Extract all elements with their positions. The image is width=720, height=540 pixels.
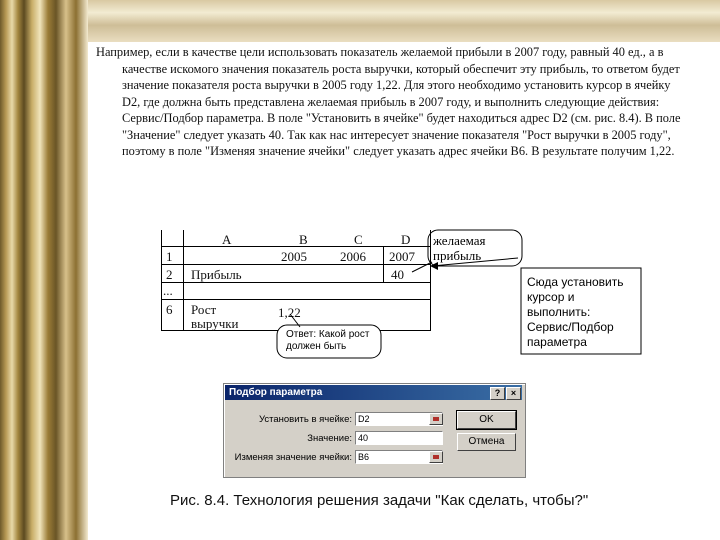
changing-cell-input[interactable]: B6	[355, 450, 443, 464]
column-header-a: A	[222, 232, 232, 247]
figure-caption: Рис. 8.4. Технология решения задачи "Как сделать, чтобы?"	[170, 492, 589, 509]
callout-pointer	[412, 262, 432, 272]
set-cell-label: Установить в ячейке:	[258, 414, 352, 425]
column-header-b: B	[299, 232, 308, 247]
cell-c1: 2006	[340, 249, 366, 264]
row-number: ...	[163, 283, 173, 298]
range-picker-icon[interactable]	[429, 413, 443, 425]
column-header-c: C	[354, 232, 363, 247]
dialog-title-bar	[225, 385, 522, 400]
row-number: 6	[166, 302, 173, 317]
value-input[interactable]: 40	[355, 431, 443, 445]
cell-a6-line1: Рост	[191, 302, 217, 317]
cell-b6: 1,22	[278, 305, 301, 320]
goal-seek-dialog	[223, 383, 526, 478]
value-label: Значение:	[307, 433, 352, 444]
row-number: 1	[166, 249, 173, 264]
cell-d1: 2007	[389, 249, 415, 264]
callout-set-cursor: Сюда установить курсор и выполнить: Сервис/Подбор параметра	[527, 275, 624, 349]
changing-cell-label: Изменяя значение ячейки:	[234, 452, 352, 463]
row-number: 2	[166, 267, 173, 282]
help-button[interactable]: ?	[490, 387, 505, 400]
dialog-title: Подбор параметра	[229, 387, 323, 398]
set-cell-input[interactable]: D2	[355, 412, 443, 426]
ok-button[interactable]: OK	[457, 411, 516, 429]
close-button[interactable]: ×	[506, 387, 521, 400]
cell-a2: Прибыль	[191, 267, 242, 282]
cancel-button[interactable]: Отмена	[457, 433, 516, 451]
callout-desired-profit: желаемая прибыль	[433, 233, 486, 263]
cell-a6-line2: выручки	[191, 316, 239, 331]
cell-d2: 40	[391, 267, 404, 282]
range-picker-icon[interactable]	[429, 451, 443, 463]
paragraph-text: Например, если в качестве цели использовать показатель желаемой прибыли в 2007 году, равный 40 ед., а в качестве искомого значения показатель роста выручки, который обеспечит эту прибыль, то ответом будет значение показателя роста выручки в 2005 году 1,22. Для этого необходимо установить курсор в ячейку D2, где должна быть представлена желаемая прибыль в 2007 году, и выполнить следующие действия: Сервис/Подбор параметра. В поле "Установить в ячейке" будет находиться адрес D2 (см. рис. 8.4). В поле "Значение" следует указать 40. Так как нас интересует значение показателя "Рост выручки в 2005 году", поэтому в поле "Изменяя значение ячейки" следует указать адрес ячейки B6. В результате получим 1,22.	[96, 45, 681, 158]
column-header-d: D	[401, 232, 411, 247]
cell-b1: 2005	[281, 249, 307, 264]
callout-answer: Ответ: Какой рост должен быть	[286, 329, 370, 352]
